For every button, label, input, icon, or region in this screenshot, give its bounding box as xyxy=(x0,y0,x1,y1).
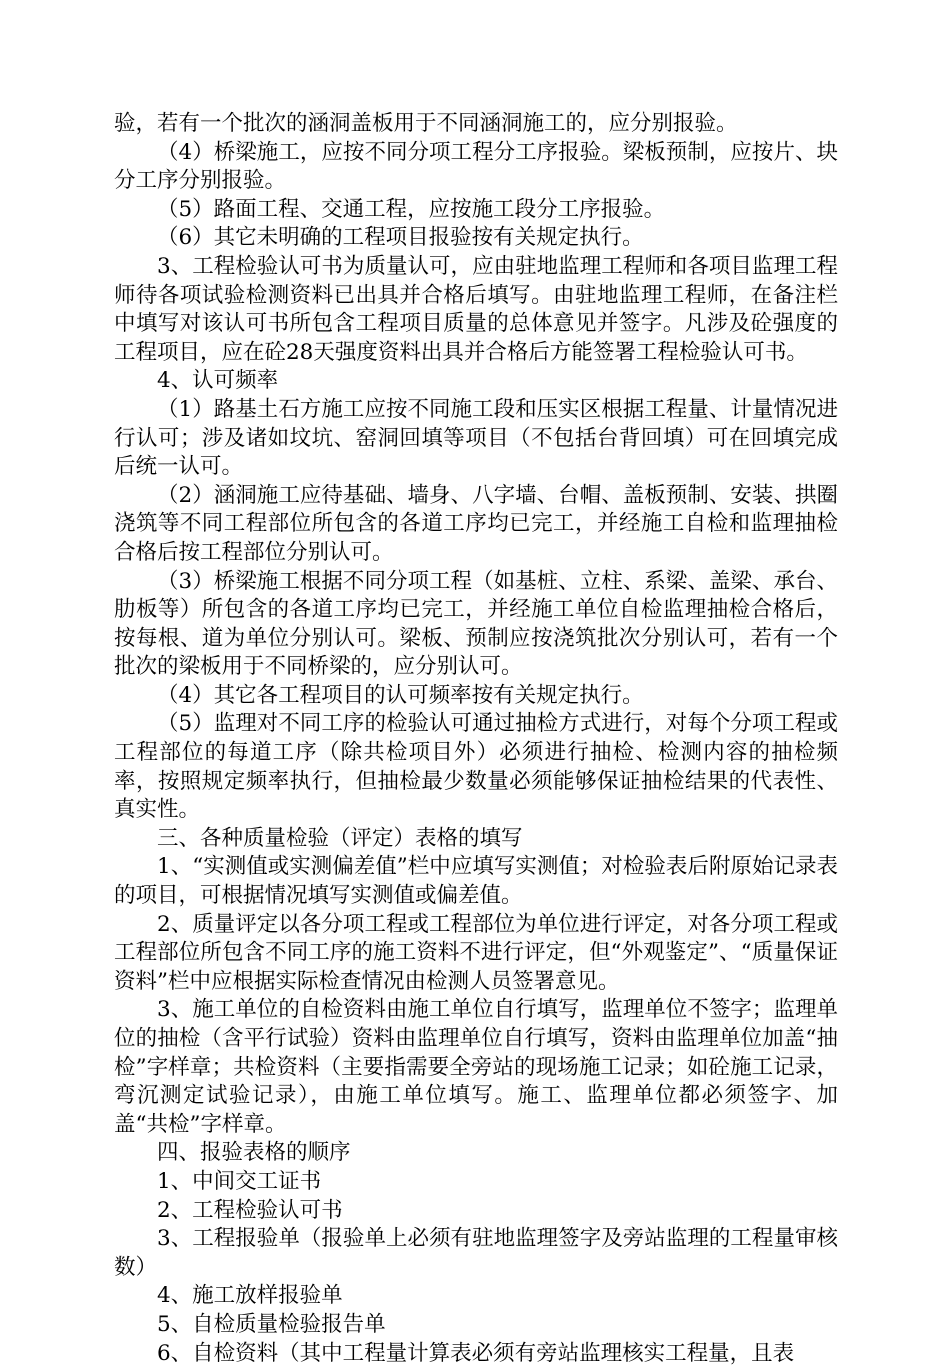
list-item-3: 3、工程报验单（报验单上必须有驻地监理签字及旁站监理的工程量审核数） xyxy=(114,1226,838,1280)
list-item-4: 4、施工放样报验单 xyxy=(157,1283,343,1309)
paragraph-13: 1、“实测值或实测偏差值”栏中应填写实测值；对检验表后附原始记录表的项目，可根据情况填写实测值或偏差值。 xyxy=(114,854,838,909)
list-item-6: 6、自检资料（其中工程量计算表必须有旁站监理核实工程量，且表 xyxy=(157,1340,795,1366)
list-item-2: 2、工程检验认可书 xyxy=(157,1197,343,1223)
paragraph-5: 3、工程检验认可书为质量认可，应由驻地监理工程师和各项目监理工程师待各项试验检测资料已出具并合格后填写。由驻地监理工程师，在备注栏中填写对该认可书所包含工程项目质量的总体意见并签字。凡涉及砼强度的工程项目，应在砼28天强度资料出具并合格后方能签署工程检验认可书。 xyxy=(114,253,838,365)
paragraph-6: 4、认可频率 xyxy=(157,368,279,394)
paragraph-11: （5）监理对不同工序的检验认可通过抽检方式进行，对每个分项工程或工程部位的每道工序（除共检项目外）必须进行抽检、检测内容的抽检频率，按照规定频率执行，但抽检最少数量必须能够保证抽检结果的代表性、真实性。 xyxy=(114,711,838,823)
list-item-5: 5、自检质量检验报告单 xyxy=(157,1311,386,1337)
section-heading-4: 四、报验表格的顺序 xyxy=(157,1140,351,1166)
list-item-1: 1、中间交工证书 xyxy=(157,1168,322,1194)
document-page xyxy=(114,110,838,1368)
paragraph-7: （1）路基土石方施工应按不同施工段和压实区根据工程量、计量情况进行认可；涉及诸如坟坑、窑洞回填等项目（不包括台背回填）可在回填完成后统一认可。 xyxy=(114,396,838,480)
paragraph-1: 验，若有一个批次的涵洞盖板用于不同涵洞施工的，应分别报验。 xyxy=(114,111,738,136)
paragraph-14: 2、质量评定以各分项工程或工程部位为单位进行评定，对各分项工程或工程部位所包含不同工序的施工资料不进行评定，但“外观鉴定”、“质量保证资料”栏中应根据实际检查情况由检测人员签署意见。 xyxy=(114,911,838,994)
paragraph-15: 3、施工单位的自检资料由施工单位自行填写，监理单位不签字；监理单位的抽检（含平行试验）资料由监理单位自行填写，资料由监理单位加盖“抽检”字样章；共检资料（主要指需要全旁站的现场施工记录；如砼施工记录，弯沉测定试验记录），由施工单位填写。施工、监理单位都必须签字、加盖“共检”字样章。 xyxy=(114,997,838,1137)
paragraph-10: （4）其它各工程项目的认可频率按有关规定执行。 xyxy=(157,682,644,708)
paragraph-9: （3）桥梁施工根据不同分项工程（如基桩、立柱、系梁、盖梁、承台、肋板等）所包含的各道工序均已完工，并经施工单位自检监理抽检合格后，按每根、道为单位分别认可。梁板、预制应按浇筑批次分别认可，若有一个批次的梁板用于不同桥梁的，应分别认可。 xyxy=(114,568,838,680)
paragraph-2: （4）桥梁施工，应按不同分项工程分工序报验。梁板预制，应按片、块分工序分别报验。 xyxy=(114,139,838,194)
paragraph-3: （5）路面工程、交通工程，应按施工段分工序报验。 xyxy=(157,196,666,222)
section-heading-3: 三、各种质量检验（评定）表格的填写 xyxy=(157,825,523,851)
paragraph-8: （2）涵洞施工应待基础、墙身、八字墙、台帽、盖板预制、安装、拱圈浇筑等不同工程部位所包含的各道工序均已完工，并经施工自检和监理抽检合格后按工程部位分别认可。 xyxy=(114,482,838,565)
paragraph-4: （6）其它未明确的工程项目报验按有关规定执行。 xyxy=(157,225,644,251)
